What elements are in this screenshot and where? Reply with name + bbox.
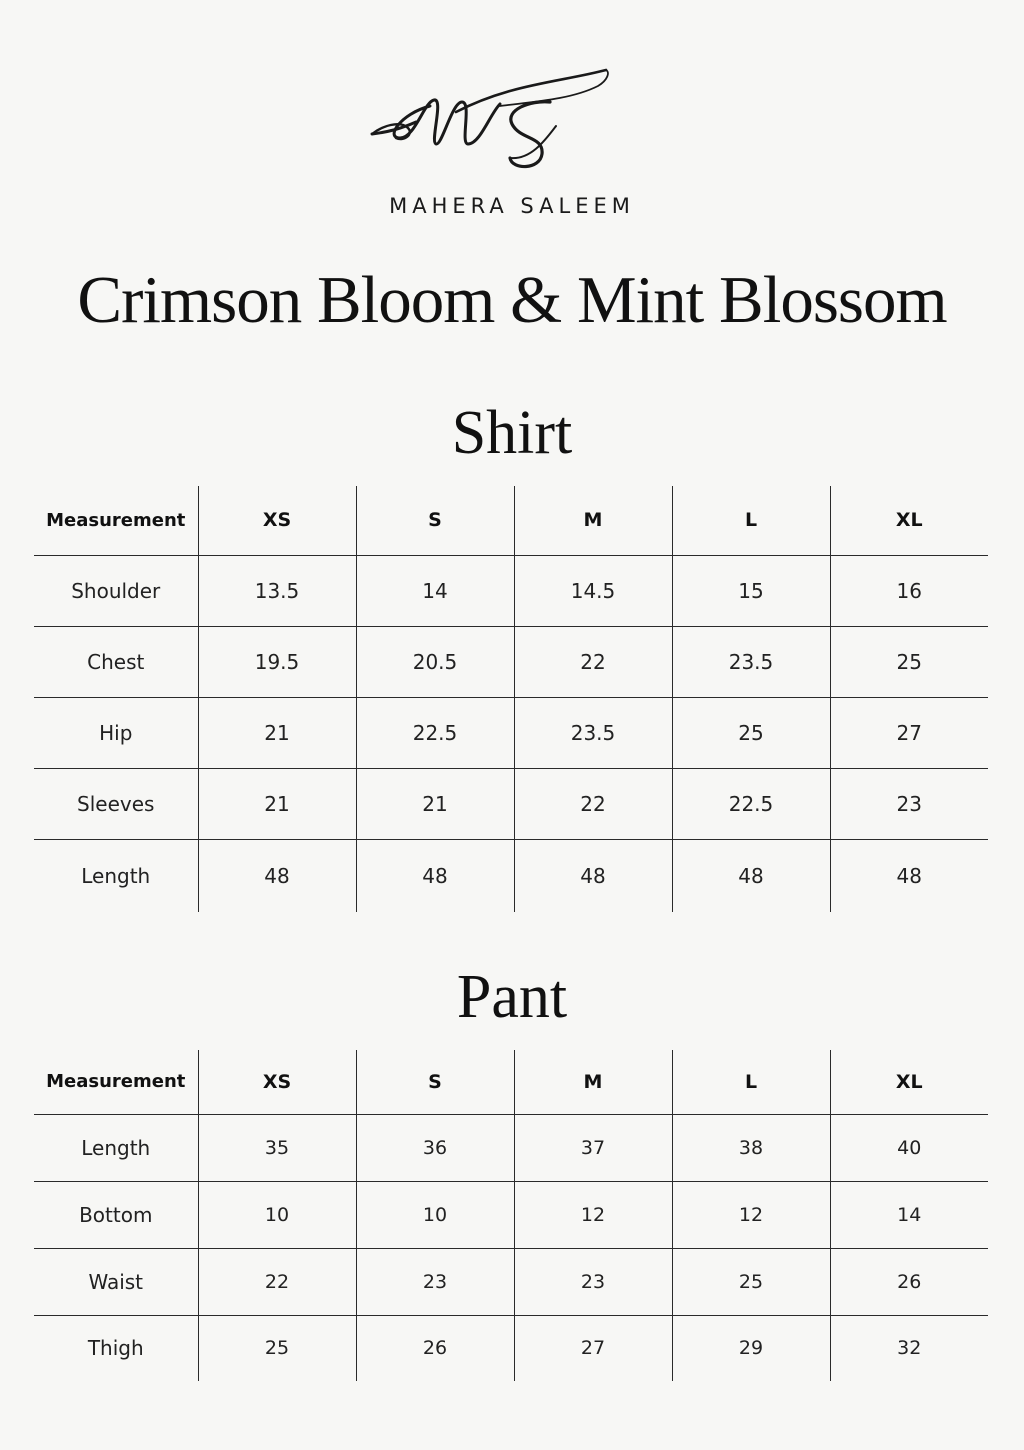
column-header: Measurement — [46, 509, 186, 531]
table-header-row — [34, 1050, 988, 1114]
table-cell: 27 — [830, 697, 988, 768]
row-label: Sleeves — [34, 768, 198, 839]
table-cell: 20.5 — [356, 626, 514, 697]
table-cell: 22.5 — [672, 768, 830, 839]
row-label: Length — [34, 1114, 198, 1181]
column-header: L — [672, 1050, 830, 1114]
pant-section-title: Pant — [456, 963, 568, 1031]
column-header: M — [514, 486, 672, 555]
table-cell: 22 — [198, 1248, 356, 1315]
row-label: Chest — [34, 626, 198, 697]
row-label: Shoulder — [34, 555, 198, 626]
table-cell: 21 — [198, 768, 356, 839]
column-header: S — [356, 486, 514, 555]
table-cell: 38 — [672, 1114, 830, 1181]
table-cell: 48 — [356, 839, 514, 912]
table-cell: 14 — [830, 1181, 988, 1248]
table-cell: 40 — [830, 1114, 988, 1181]
column-header: S — [356, 1050, 514, 1114]
table-cell: 14 — [356, 555, 514, 626]
table-cell: 25 — [198, 1315, 356, 1381]
table-cell: 21 — [198, 697, 356, 768]
table-cell: 25 — [830, 626, 988, 697]
table-cell: 15 — [672, 555, 830, 626]
table-row — [34, 697, 988, 768]
table-cell: 22.5 — [356, 697, 514, 768]
column-header: XS — [198, 486, 356, 555]
brand-name: MAHERA SALEEM — [389, 194, 635, 218]
table-cell: 23.5 — [514, 697, 672, 768]
table-cell: 29 — [672, 1315, 830, 1381]
table-row — [34, 839, 988, 912]
table-cell: 48 — [198, 839, 356, 912]
column-header: XL — [830, 1050, 988, 1114]
table-row — [34, 1248, 988, 1315]
table-cell: 48 — [514, 839, 672, 912]
table-cell: 19.5 — [198, 626, 356, 697]
table-cell: 16 — [830, 555, 988, 626]
table-cell: 48 — [830, 839, 988, 912]
column-header: XS — [198, 1050, 356, 1114]
table-row — [34, 1315, 988, 1381]
table-cell: 25 — [672, 697, 830, 768]
brand-monogram-logo — [360, 62, 620, 182]
table-cell: 21 — [356, 768, 514, 839]
shirt-size-table — [34, 486, 988, 912]
table-row — [34, 768, 988, 839]
table-cell: 23 — [830, 768, 988, 839]
table-cell: 10 — [356, 1181, 514, 1248]
table-cell: 23 — [356, 1248, 514, 1315]
collection-title: Crimson Bloom & Mint Blossom — [77, 263, 947, 337]
table-row — [34, 626, 988, 697]
table-cell: 14.5 — [514, 555, 672, 626]
table-cell: 22 — [514, 768, 672, 839]
table-header-row — [34, 486, 988, 555]
table-row — [34, 555, 988, 626]
row-label: Hip — [34, 697, 198, 768]
table-cell: 32 — [830, 1315, 988, 1381]
table-cell: 23 — [514, 1248, 672, 1315]
pant-size-table — [34, 1050, 988, 1381]
table-cell: 36 — [356, 1114, 514, 1181]
table-cell: 23.5 — [672, 626, 830, 697]
column-header: Measurement — [46, 1071, 186, 1093]
row-label: Length — [34, 839, 198, 912]
table-row — [34, 1114, 988, 1181]
table-cell: 48 — [672, 839, 830, 912]
table-row — [34, 1181, 988, 1248]
column-header: L — [672, 486, 830, 555]
row-label: Thigh — [34, 1315, 198, 1381]
column-header: M — [514, 1050, 672, 1114]
table-cell: 37 — [514, 1114, 672, 1181]
table-cell: 13.5 — [198, 555, 356, 626]
table-cell: 26 — [830, 1248, 988, 1315]
table-cell: 27 — [514, 1315, 672, 1381]
table-cell: 12 — [672, 1181, 830, 1248]
table-cell: 35 — [198, 1114, 356, 1181]
table-cell: 10 — [198, 1181, 356, 1248]
row-label: Bottom — [34, 1181, 198, 1248]
table-cell: 26 — [356, 1315, 514, 1381]
row-label: Waist — [34, 1248, 198, 1315]
table-cell: 25 — [672, 1248, 830, 1315]
table-cell: 22 — [514, 626, 672, 697]
table-cell: 12 — [514, 1181, 672, 1248]
shirt-section-title: Shirt — [451, 399, 573, 467]
column-header: XL — [830, 486, 988, 555]
